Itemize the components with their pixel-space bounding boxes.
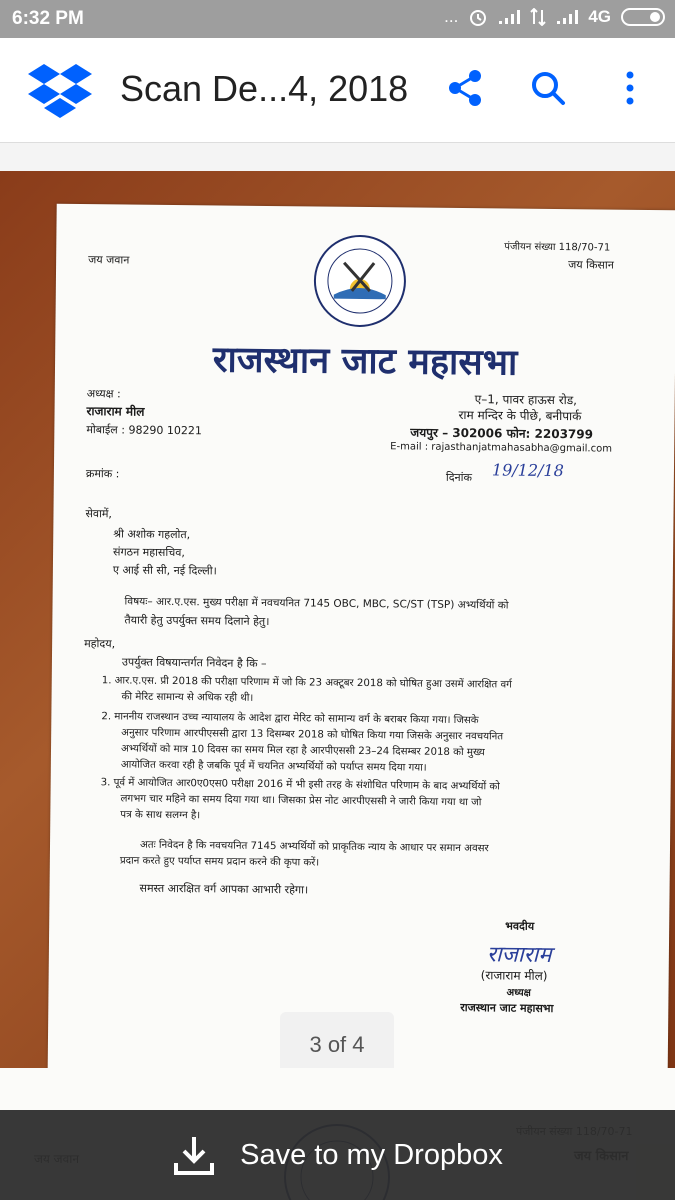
- handwritten-date: 19/12/18: [491, 460, 564, 481]
- mobile-number: मोबाईल : 98290 10221: [86, 423, 203, 438]
- registration-number: पंजीयन संख्या 118/70-71: [504, 241, 611, 254]
- organization-name: राजस्थान जाट महासभा: [212, 338, 518, 384]
- battery-icon: [621, 8, 665, 26]
- address-line-3: जयपुर – 302006 फोन: 2203799: [410, 425, 594, 442]
- status-icons: [444, 7, 665, 27]
- data-transfer-icon: [530, 8, 546, 26]
- app-bar: [0, 38, 675, 143]
- para-3-line-2: लगभग चार महिने का समय दिया गया था। जिसका प्रेस नोट आरपीएससी ने जारी किया गया था जो: [120, 793, 482, 809]
- search-icon: [530, 70, 566, 106]
- signature: राजाराम: [486, 942, 552, 968]
- page-indicator: 3 of 4: [280, 1012, 394, 1078]
- salutation-to: सेवामें,: [85, 507, 113, 521]
- dropbox-logo-icon[interactable]: [28, 62, 92, 118]
- left-slogan: जय जवान: [88, 253, 130, 267]
- share-icon: [447, 69, 483, 107]
- closing: भवदीय: [505, 919, 535, 933]
- recipient-line-1: श्री अशोक गहलोत,: [113, 527, 191, 542]
- overflow-menu-button[interactable]: [608, 66, 652, 110]
- para-2-line-4: आयोजित करवा रही है जबकि पूर्व में चयनित अभ्यर्थियों को पर्याप्त समय दिया गया।: [120, 759, 427, 774]
- save-to-dropbox-button[interactable]: [0, 1110, 675, 1200]
- email-address: E-mail : rajasthanjatmahasabha@gmail.com: [390, 441, 613, 455]
- download-icon: [172, 1133, 216, 1177]
- para-1-line-2: की मेरिट सामान्य से अधिक रही थी।: [121, 691, 254, 704]
- document-title: Scan De...4, 2018: [120, 68, 409, 109]
- recipient-line-3: ए आई सी सी, नई दिल्ली।: [112, 563, 217, 578]
- signatory-org: राजस्थान जाट महासभा: [460, 1001, 554, 1016]
- search-button[interactable]: [526, 66, 570, 110]
- alarm-icon: [468, 7, 488, 27]
- right-slogan: जय किसान: [568, 258, 614, 272]
- para-1-line-1: 1. आर.ए.एस. प्री 2018 की परीक्षा परिणाम में जो कि 23 अक्टूबर 2018 को घोषित हुआ उसमें आरक्षित वर्ग: [101, 675, 512, 691]
- para-3-line-1: 3. पूर्व में आयोजित आर0ए0एस0 परीक्षा 2016 में भी इसी तरह के संशोधित परिणाम के बाद अभ्यर्थियों को: [100, 777, 500, 793]
- thanks-line: समस्त आरक्षित वर्ग आपका आभारी रहेगा।: [139, 881, 309, 897]
- recipient-line-2: संगठन महासचिव,: [113, 545, 185, 560]
- save-to-dropbox-label: Save to my Dropbox: [240, 1138, 503, 1171]
- share-button[interactable]: [443, 66, 487, 110]
- reference-label: क्रमांक :: [85, 467, 120, 481]
- subject-line-2: तैयारी हेतु उपर्युक्त समय दिलाने हेतु।: [124, 613, 270, 629]
- request-line-2: प्रदान करते हुए पर्याप्त समय प्रदान करने की कृपा करें।: [119, 855, 320, 869]
- status-time: 6:32 PM: [12, 8, 84, 29]
- subject-line-1: विषयः– आर.ए.एस. मुख्य परीक्षा में नवचयनित 7145 OBC, MBC, SC/ST (TSP) अभ्यर्थियों को: [124, 595, 509, 612]
- status-bar: [0, 0, 675, 38]
- address-line-1: ए–1, पावर हाऊस रोड,: [474, 392, 578, 408]
- signal-icon-2: [556, 9, 578, 25]
- document-viewer[interactable]: [0, 143, 675, 1068]
- para-2-line-3: अभ्यर्थियों को मात्र 10 दिवस का समय मिल रहा है आरपीएससी 23–24 दिसम्बर 2018 को मुख्य: [120, 743, 485, 759]
- network-type: 4G: [588, 7, 611, 26]
- signal-icon: [498, 9, 520, 25]
- signatory-title: अध्यक्ष: [506, 987, 531, 999]
- organization-seal: [311, 232, 408, 329]
- salutation: महोदय,: [84, 637, 116, 651]
- address-line-2: राम मन्दिर के पीछे, बनीपार्क: [458, 407, 582, 424]
- para-2-line-1: 2. माननीय राजस्थान उच्च न्यायालय के आदेश द्वारा मेरिट को सामान्य वर्ग के बराबर किया गया। जिसके: [101, 711, 479, 727]
- more-vertical-icon: [625, 70, 635, 106]
- more-dots-icon: ...: [444, 7, 459, 26]
- president-label: अध्यक्ष :: [86, 387, 121, 401]
- letter-page: [47, 204, 675, 1068]
- request-line-1: अतः निवेदन है कि नवचयनित 7145 अभ्यर्थियों को प्राकृतिक न्याय के आधार पर समान अवसर: [139, 839, 489, 855]
- scanned-page: [0, 171, 675, 1068]
- date-label: दिनांक: [445, 470, 473, 485]
- president-name: राजाराम मील: [86, 404, 145, 419]
- signatory-name: (राजाराम मील): [480, 968, 548, 983]
- para-2-line-2: अनुसार परिणाम आरपीएससी द्वारा 13 दिसम्बर 2018 को घोषित किया गया जिसके अनुसार नवचयनित: [121, 727, 504, 743]
- intro-line: उपर्युक्त विषयान्तर्गत निवेदन है कि –: [121, 655, 267, 671]
- para-3-line-3: पत्र के साथ सलग्न है।: [120, 809, 201, 822]
